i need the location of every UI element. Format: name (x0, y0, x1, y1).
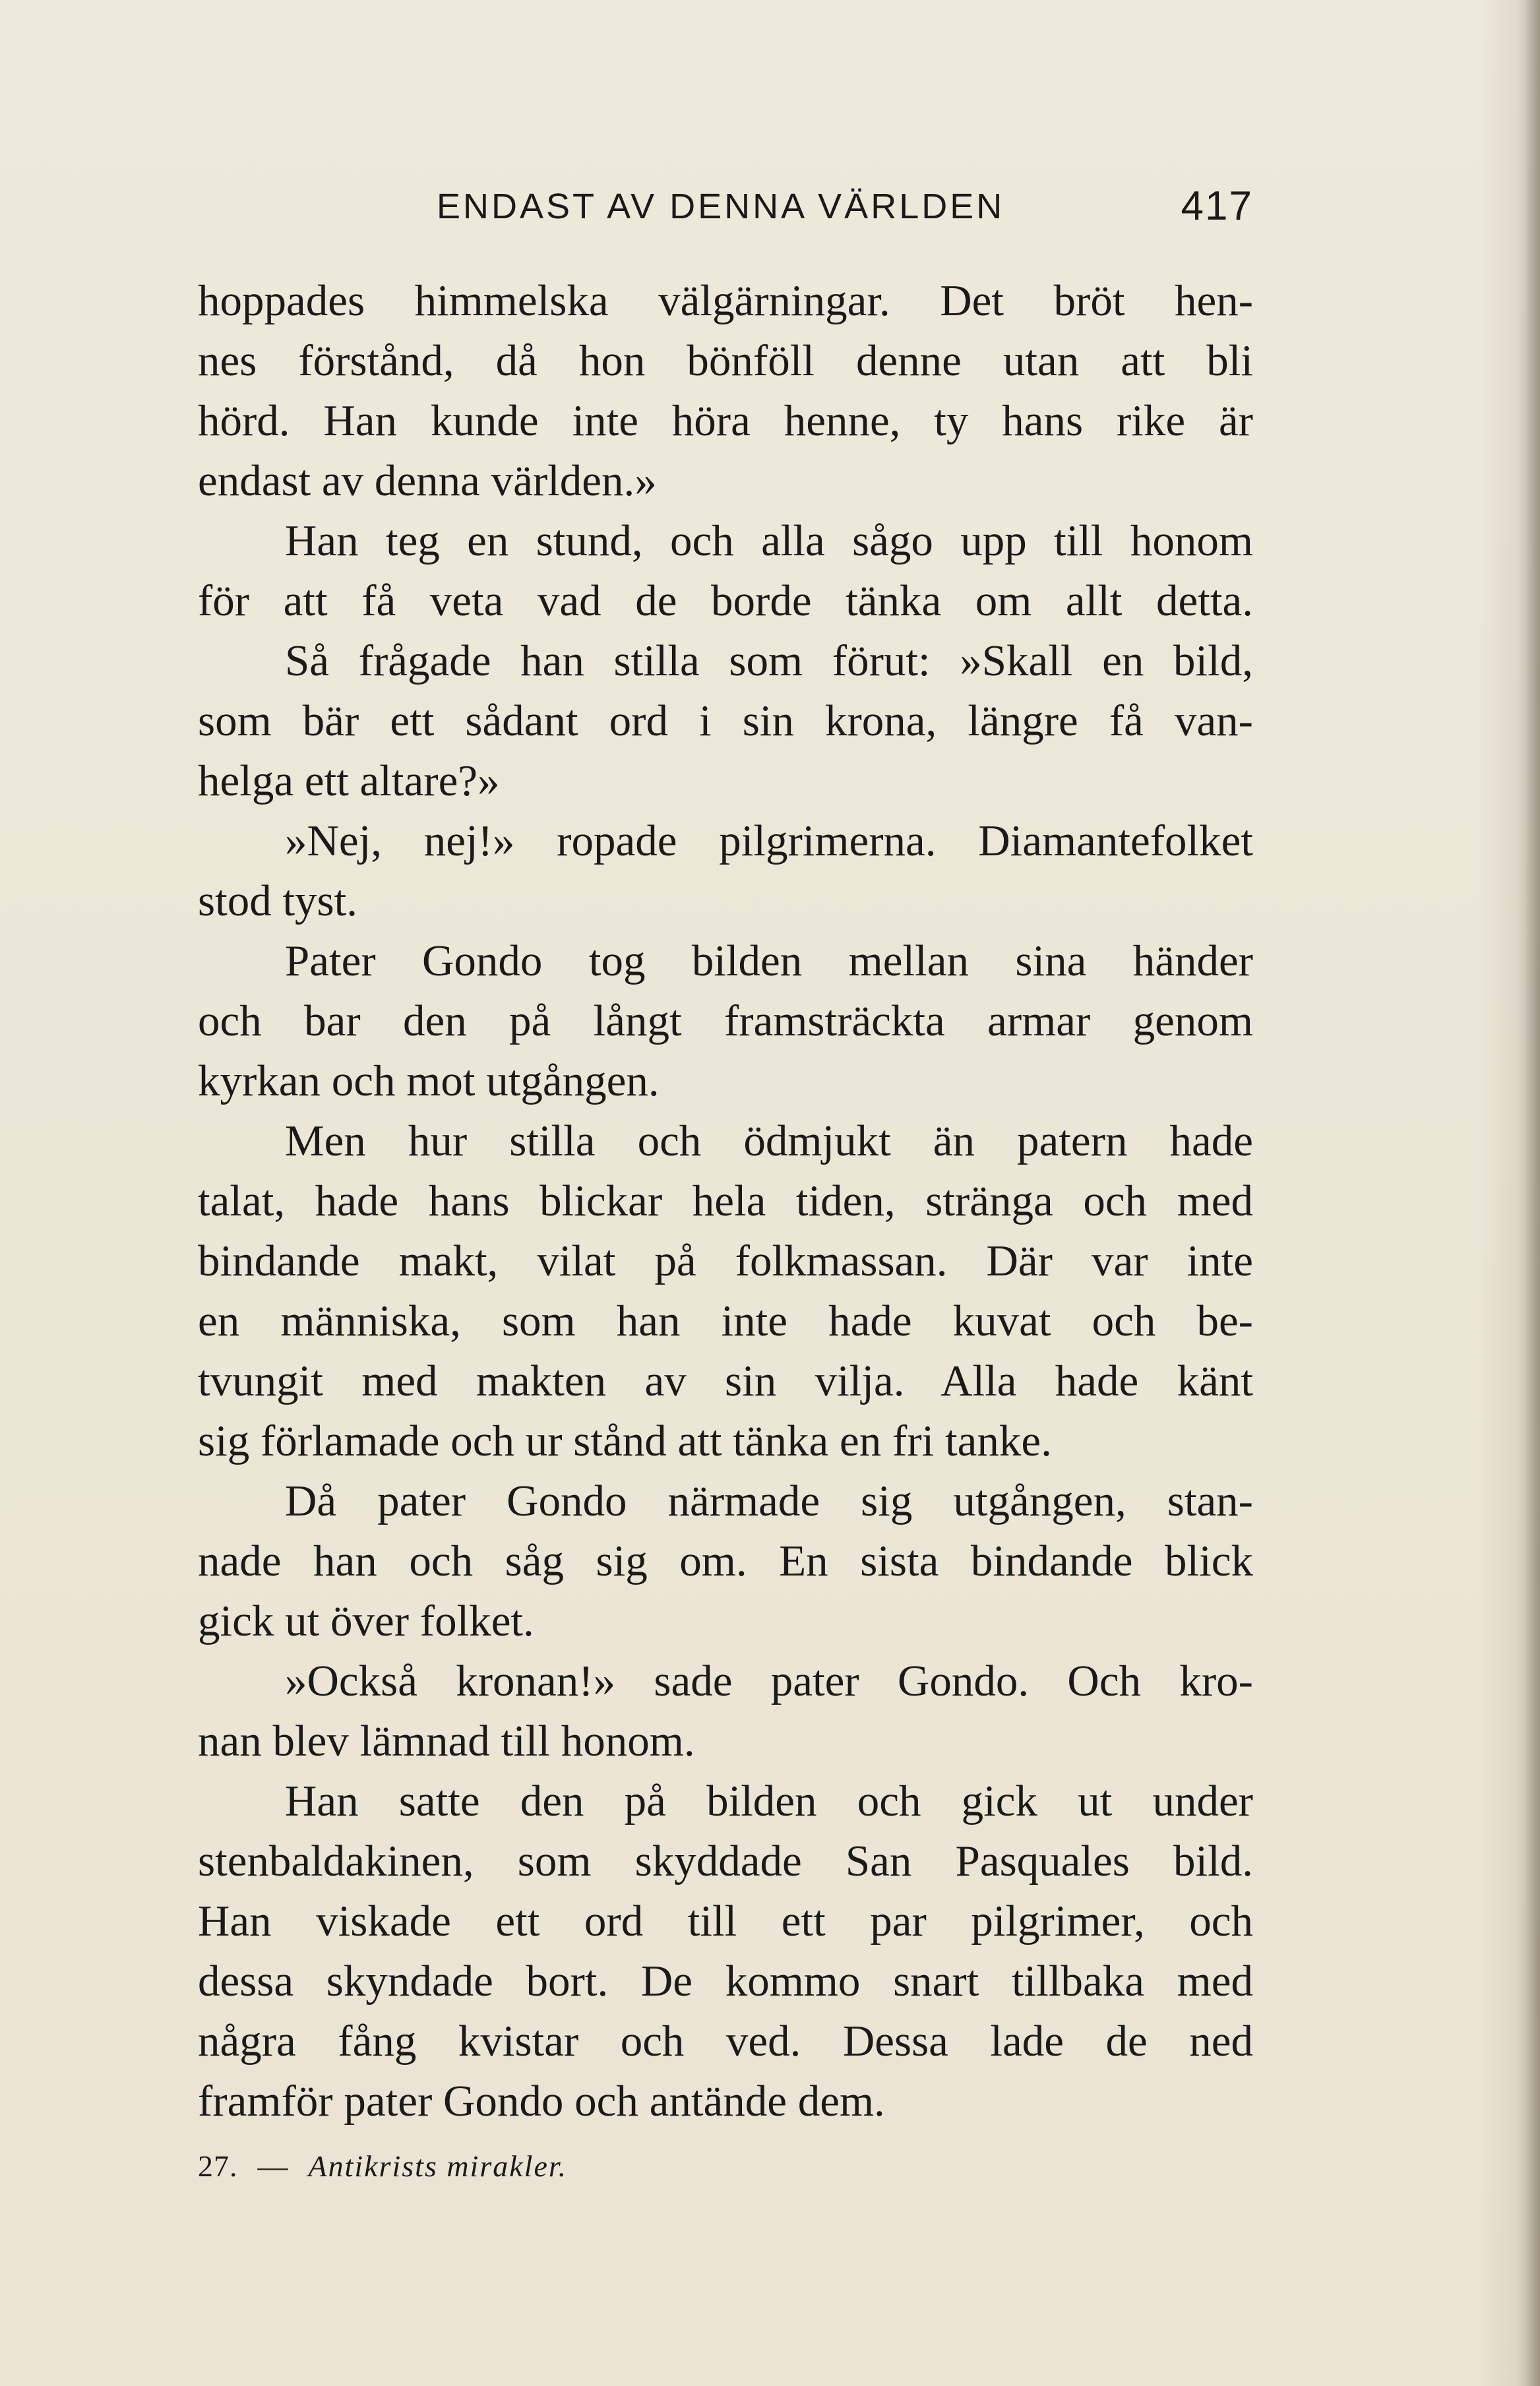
running-title: ENDAST AV DENNA VÄRLDEN (437, 187, 1005, 226)
text-line: Så frågade han stilla som förut: »Skall en bild, (285, 636, 1253, 685)
text-line: en människa, som han inte hade kuvat och be- (198, 1297, 1253, 1345)
text-line: stod tyst. (198, 876, 357, 925)
page-edge-shadow (1525, 0, 1540, 2386)
body-text (198, 271, 1253, 2131)
signature-mark (198, 2147, 567, 2186)
text-line: tvungit med makten av sin vilja. Alla hade känt (198, 1357, 1253, 1405)
text-line: Men hur stilla och ödmjukt än patern hade (285, 1117, 1253, 1165)
text-line: hörd. Han kunde inte höra henne, ty hans rike är (198, 396, 1253, 445)
text-line: nade han och såg sig om. En sista bindande blick (198, 1537, 1253, 1585)
text-line: »Också kronan!» sade pater Gondo. Och kro- (285, 1657, 1253, 1705)
text-line: och bar den på långt framsträckta armar genom (198, 996, 1253, 1045)
signature-number: 27. (198, 2149, 238, 2183)
text-line: endast av denna världen.» (198, 456, 657, 505)
text-line: Han viskade ett ord till ett par pilgrimer, och (198, 1897, 1253, 1945)
text-line: stenbaldakinen, som skyddade San Pasquales bild. (198, 1837, 1253, 1885)
text-line: Då pater Gondo närmade sig utgången, stan- (285, 1477, 1253, 1525)
text-line: dessa skyndade bort. De kommo snart tillbaka med (198, 1957, 1253, 2005)
text-line: bindande makt, vilat på folkmassan. Där var inte (198, 1237, 1253, 1285)
text-line: talat, hade hans blickar hela tiden, stränga och med (198, 1177, 1253, 1225)
text-line: nes förstånd, då hon bönföll denne utan att bli (198, 336, 1253, 385)
signature-dash: — (257, 2149, 289, 2183)
text-line: kyrkan och mot utgången. (198, 1056, 660, 1105)
text-line: nan blev lämnad till honom. (198, 1717, 695, 1765)
text-line: framför pater Gondo och antände dem. (198, 2077, 885, 2126)
text-line: Han teg en stund, och alla sågo upp till honom (285, 516, 1253, 565)
text-line: helga ett altare?» (198, 756, 500, 805)
text-line: sig förlamade och ur stånd att tänka en fri tanke. (198, 1417, 1052, 1465)
text-line: gick ut över folket. (198, 1597, 534, 1645)
text-line: Pater Gondo tog bilden mellan sina händer (285, 936, 1253, 985)
text-line: Han satte den på bilden och gick ut under (285, 1777, 1253, 1825)
text-line: »Nej, nej!» ropade pilgrimerna. Diamantefolket (285, 816, 1253, 865)
text-line: några fång kvistar och ved. Dessa lade de ned (198, 2017, 1253, 2065)
text-line: som bär ett sådant ord i sin krona, längre få van- (198, 696, 1253, 745)
text-line: för att få veta vad de borde tänka om allt detta. (198, 576, 1253, 625)
text-line: hoppades himmelska välgärningar. Det bröt hen- (198, 276, 1253, 325)
running-head (198, 183, 1253, 229)
page-number: 417 (1181, 183, 1253, 229)
signature-title: Antikrists mirakler. (308, 2149, 568, 2183)
